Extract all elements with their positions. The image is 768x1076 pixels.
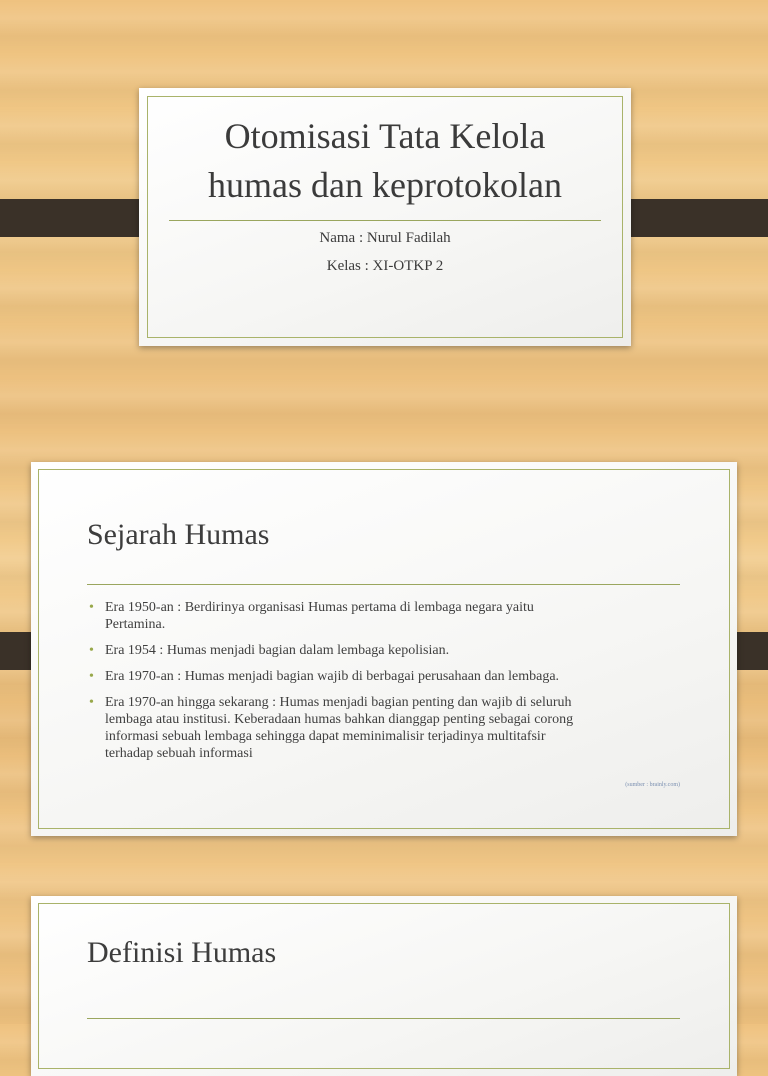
heading-divider bbox=[87, 1018, 680, 1019]
slide-definisi-humas bbox=[31, 896, 737, 1076]
bullet-item: • Era 1950-an : Berdirinya organisasi Humas pertama di lembaga negara yaitu Pertamina. bbox=[89, 600, 534, 632]
slide-title bbox=[139, 88, 631, 346]
bullet-icon: • bbox=[89, 695, 94, 710]
bullet-list bbox=[87, 599, 687, 771]
bullet-item: • Era 1970-an hingga sekarang : Humas menjadi bagian penting dan wajib di seluruh lembaga atau institusi. Keberadaan humas bahkan dianggap penting sebagai corong informasi sebuah lembaga sehingga dapat meminimalisir terjadinya multitafsir terhadap sebuah informasi bbox=[89, 695, 574, 761]
slide-heading: Sejarah Humas bbox=[87, 518, 270, 551]
bullet-icon: • bbox=[89, 669, 94, 684]
bullet-item: • Era 1954 : Humas menjadi bagian dalam lembaga kepolisian. bbox=[89, 643, 450, 658]
heading-divider bbox=[87, 584, 680, 585]
presentation-title-line1: Otomisasi Tata Kelola bbox=[224, 116, 546, 156]
bullet-icon: • bbox=[89, 600, 94, 615]
bullet-item: • Era 1970-an : Humas menjadi bagian wajib di berbagai perusahaan dan lembaga. bbox=[89, 669, 560, 684]
slide-heading: Definisi Humas bbox=[87, 936, 277, 969]
dark-band-right-1 bbox=[613, 199, 768, 237]
author-name: Nama : Nurul Fadilah bbox=[319, 230, 451, 246]
bullet-icon: • bbox=[89, 643, 94, 658]
slide-sejarah-humas bbox=[31, 462, 737, 836]
dark-band-left-1 bbox=[0, 199, 155, 237]
author-class: Kelas : XI-OTKP 2 bbox=[326, 258, 444, 274]
source-citation: (sumber : brainly.com) bbox=[625, 782, 680, 788]
slide-border bbox=[38, 903, 730, 1069]
title-divider bbox=[169, 220, 601, 221]
presentation-title-line2: humas dan keprotokolan bbox=[208, 165, 562, 205]
